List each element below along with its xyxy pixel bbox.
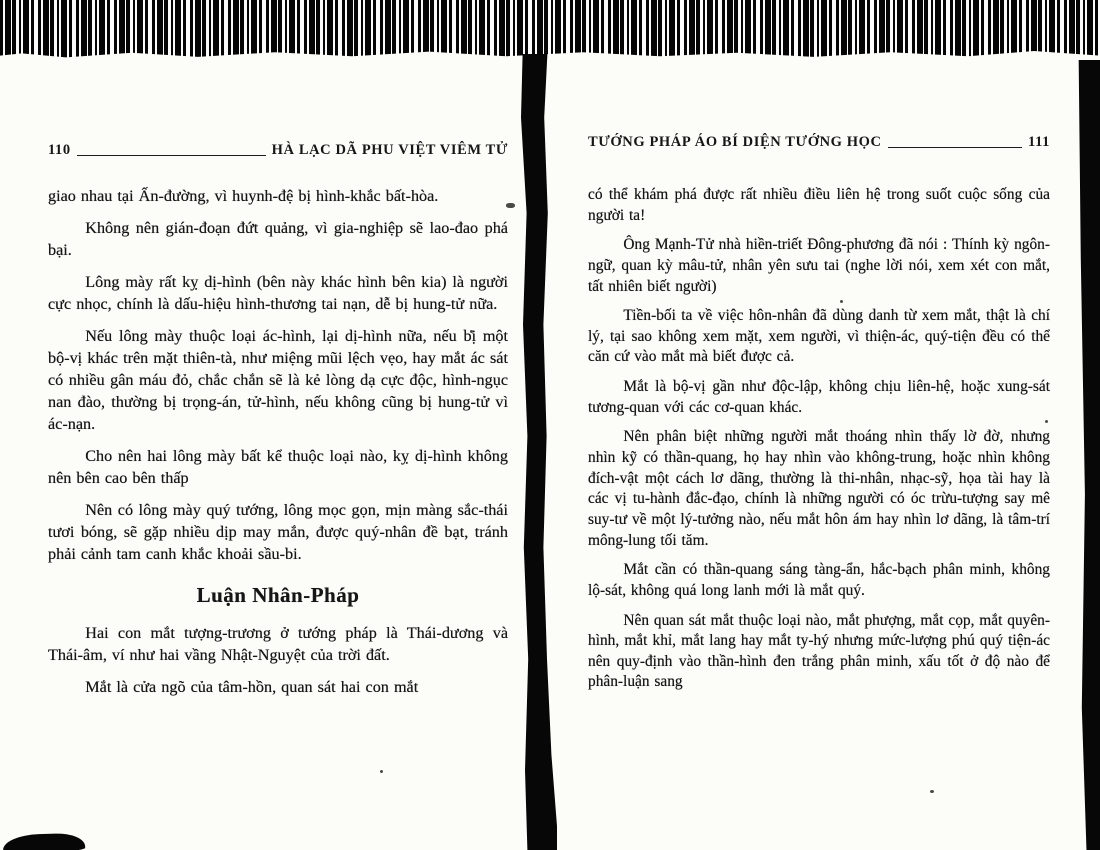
paragraph: Hai con mắt tượng-trương ở tướng pháp là Thái-dương và Thái-âm, ví như hai vầng Nhật-Nguyệt của trời đất. [48,624,508,665]
left-page [48,142,508,708]
right-running-title: TƯỚNG PHÁP ÁO BÍ DIỆN TƯỚNG HỌC [588,134,882,150]
film-strip-artifact [0,0,1100,58]
left-running-title: HÀ LẠC DÃ PHU VIỆT VIÊM TỬ [271,142,508,158]
right-page-header [588,134,1050,151]
paragraph: Nên phân biệt những người mắt thoáng nhìn thấy lờ đờ, nhưng nhìn kỹ có thần-quang, họ hay nhìn vào không-trung, hoặc nhìn không đích-vật một cách lơ dãng, thường là thi-nhân, nhạc-sỹ, họa tài hay là các vị tu-hành đắc-đạo, chính là những người có óc trừu-tượng say mê suy-tư về một lý-tưởng nào, nếu mắt hôn ám hay nhìn lơ dãng, là tâm-trí mông-lung tối tăm. [588,428,1050,549]
paragraph: Tiền-bối ta về việc hôn-nhân đã dùng danh từ xem mắt, thật là chí lý, tại sao không xem mặt, xem người, vì thiện-ác, quý-tiện đều có thể căn cứ vào mắt mà biết được cả. [588,307,1050,366]
paragraph: Lông mày rất kỵ dị-hình (bên này khác hình bên kia) là người cực nhọc, chính là dấu-hiệu hình-thương tai nạn, dễ bị hung-tử nữa. [48,273,508,314]
paragraph: Nên quan sát mắt thuộc loại nào, mắt phượng, mắt cọp, mắt quyên-hình, mắt khỉ, mắt lang hay mắt ty-hý nhưng mức-lượng phú quý tiện-ác nên quy-định vào thần-hình đen trắng phân minh, xấu tốt ở độ nào để phân-luận sang [588,611,1050,691]
paragraph: Ông Mạnh-Tử nhà hiền-triết Đông-phương đã nói : Thính kỳ ngôn-ngữ, quan kỳ mâu-tử, nhân yên sưu tai (nghe lời nói, xem xét con mắt, tất nhiên biết người) [588,236,1050,295]
scan-speck [930,790,934,793]
left-page-number: 110 [48,142,71,158]
right-page-number: 111 [1028,134,1050,150]
scan-speck [380,770,383,773]
left-page-body [48,185,508,698]
paragraph: Cho nên hai lông mày bất kể thuộc loại nào, kỵ dị-hình không nên bên cao bên thấp [48,447,508,488]
scan-edge-shadow [1074,60,1100,850]
right-page-body [588,185,1050,693]
paragraph: Mắt là bộ-vị gần như độc-lập, không chịu liên-hệ, hoặc xung-sát tương-quan với các cơ-quan khác. [588,378,1050,416]
paragraph: có thể khám phá được rất nhiều điều liên hệ trong suốt cuộc sống của người ta! [588,186,1050,224]
book-gutter-shadow [517,54,557,850]
section-heading: Luận Nhân-Pháp [196,583,360,608]
scan-blob-artifact [3,833,86,850]
left-header-rule [77,155,266,156]
paragraph: giao nhau tại Ấn-đường, vì huynh-đệ bị hình-khắc bất-hòa. [48,187,439,205]
paragraph: Không nên gián-đoạn đứt quảng, vì gia-nghiệp sẽ lao-đao phá bại. [48,219,508,260]
left-page-header [48,142,508,159]
paragraph: Nên có lông mày quý tướng, lông mọc gọn, mịn màng sắc-thái tươi bóng, sẽ gặp nhiều dịp may mắn, được quý-nhân đề bạt, tránh phải cảnh tam canh khắc khoải sầu-bi. [48,501,508,564]
paragraph: Mắt là cửa ngõ của tâm-hồn, quan sát hai con mắt [85,678,419,697]
paragraph: Nếu lông mày thuộc loại ác-hình, lại dị-hình nữa, nếu bị một bộ-vị khác trên mặt thiên-tà, như miệng mũi lệch vẹo, hay mắt ác sát có nhiều gân máu đỏ, chắc chắn sẽ là kẻ lòng dạ cực độc, hình-ngục nan đào, thường bị trọng-án, tử-hình, nếu không cũng bị hung-tử vì ác-nạn. [48,327,508,434]
right-header-rule [888,147,1022,148]
right-page [588,134,1050,702]
paragraph: Mắt cần có thần-quang sáng tàng-ẩn, hắc-bạch phân minh, không lộ-sát, không quá long lanh mới là mắt quý. [588,561,1050,599]
